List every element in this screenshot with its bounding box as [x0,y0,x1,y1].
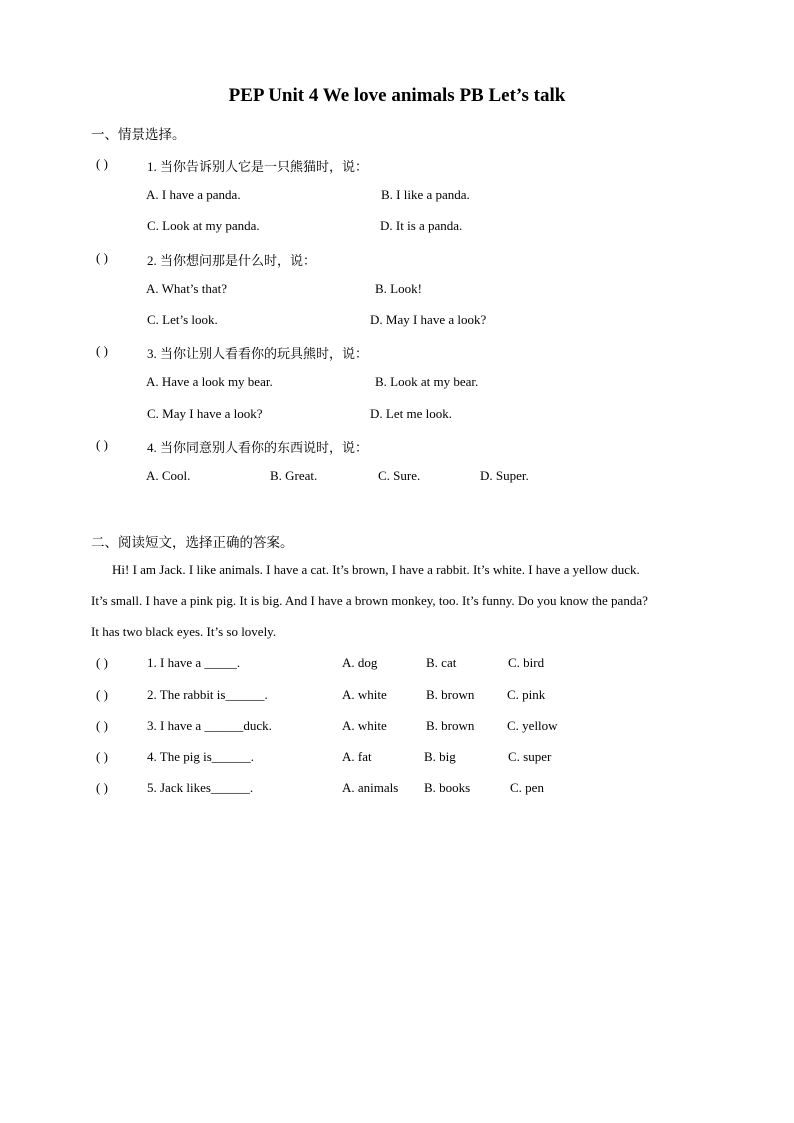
option-a: A. Have a look my bear. [146,374,273,389]
option-c: C. Let’s look. [147,312,218,327]
question-text: 4. 当你同意别人看你的东西说时，说： [147,440,369,455]
option-a: A. dog [342,655,378,670]
question-text: 1. 当你告诉别人它是一只熊猫时，说： [147,159,369,174]
option-d: D. May I have a look? [370,312,487,327]
passage-line-3: It has two black eyes. It’s so lovely. [91,624,277,639]
passage-line-2: It’s small. I have a pink pig. It is big. And I have a brown monkey, too. It’s funny. Do you know the panda? [91,593,648,608]
option-c: C. Look at my panda. [147,218,260,233]
option-b: B. brown [426,718,475,733]
option-d: D. Let me look. [370,406,452,421]
question-text: 2. 当你想问那是什么时，说： [147,253,317,268]
option-a: A. white [342,687,387,702]
question-text: 1. I have a _____. [147,655,241,670]
option-b: B. I like a panda. [381,187,470,202]
option-b: B. Look! [375,281,422,296]
answer-blank: ( ) [96,156,108,171]
option-c: C. pink [507,687,546,702]
option-b: B. brown [426,687,475,702]
option-d: D. It is a panda. [380,218,463,233]
question-text: 4. The pig is______. [147,749,255,764]
option-c: C. pen [510,780,544,795]
option-b: B. big [424,749,456,764]
question-text: 2. The rabbit is______. [147,687,268,702]
answer-blank: ( ) [96,343,108,358]
page-title: PEP Unit 4 We love animals PB Let’s talk [228,85,566,106]
answer-blank: ( ) [96,655,108,670]
option-b: B. books [424,780,471,795]
option-b: B. Great. [270,468,318,483]
answer-blank: ( ) [96,687,108,702]
option-c: C. bird [508,655,545,670]
option-d: D. Super. [480,468,529,483]
option-c: C. Sure. [378,468,421,483]
option-a: A. Cool. [146,468,191,483]
answer-blank: ( ) [96,780,108,795]
answer-blank: ( ) [96,749,108,764]
option-a: A. animals [342,780,399,795]
option-a: A. I have a panda. [146,187,241,202]
question-text: 5. Jack likes______. [147,780,254,795]
passage-line-1: Hi! I am Jack. I like animals. I have a cat. It’s brown, I have a rabbit. It’s white. I have a yellow duck. [112,562,640,577]
section-1-heading: 一、情景选择。 [91,127,186,142]
option-c: C. May I have a look? [147,406,263,421]
option-c: C. yellow [507,718,558,733]
answer-blank: ( ) [96,718,108,733]
answer-blank: ( ) [96,437,108,452]
option-b: B. Look at my bear. [375,374,479,389]
option-b: B. cat [426,655,457,670]
option-a: A. What’s that? [146,281,227,296]
answer-blank: ( ) [96,250,108,265]
option-a: A. fat [342,749,372,764]
option-a: A. white [342,718,387,733]
question-text: 3. 当你让别人看看你的玩具熊时，说： [147,346,369,361]
section-2-heading: 二、阅读短文，选择正确的答案。 [91,535,294,550]
option-c: C. super [508,749,552,764]
question-text: 3. I have a ______duck. [147,718,272,733]
